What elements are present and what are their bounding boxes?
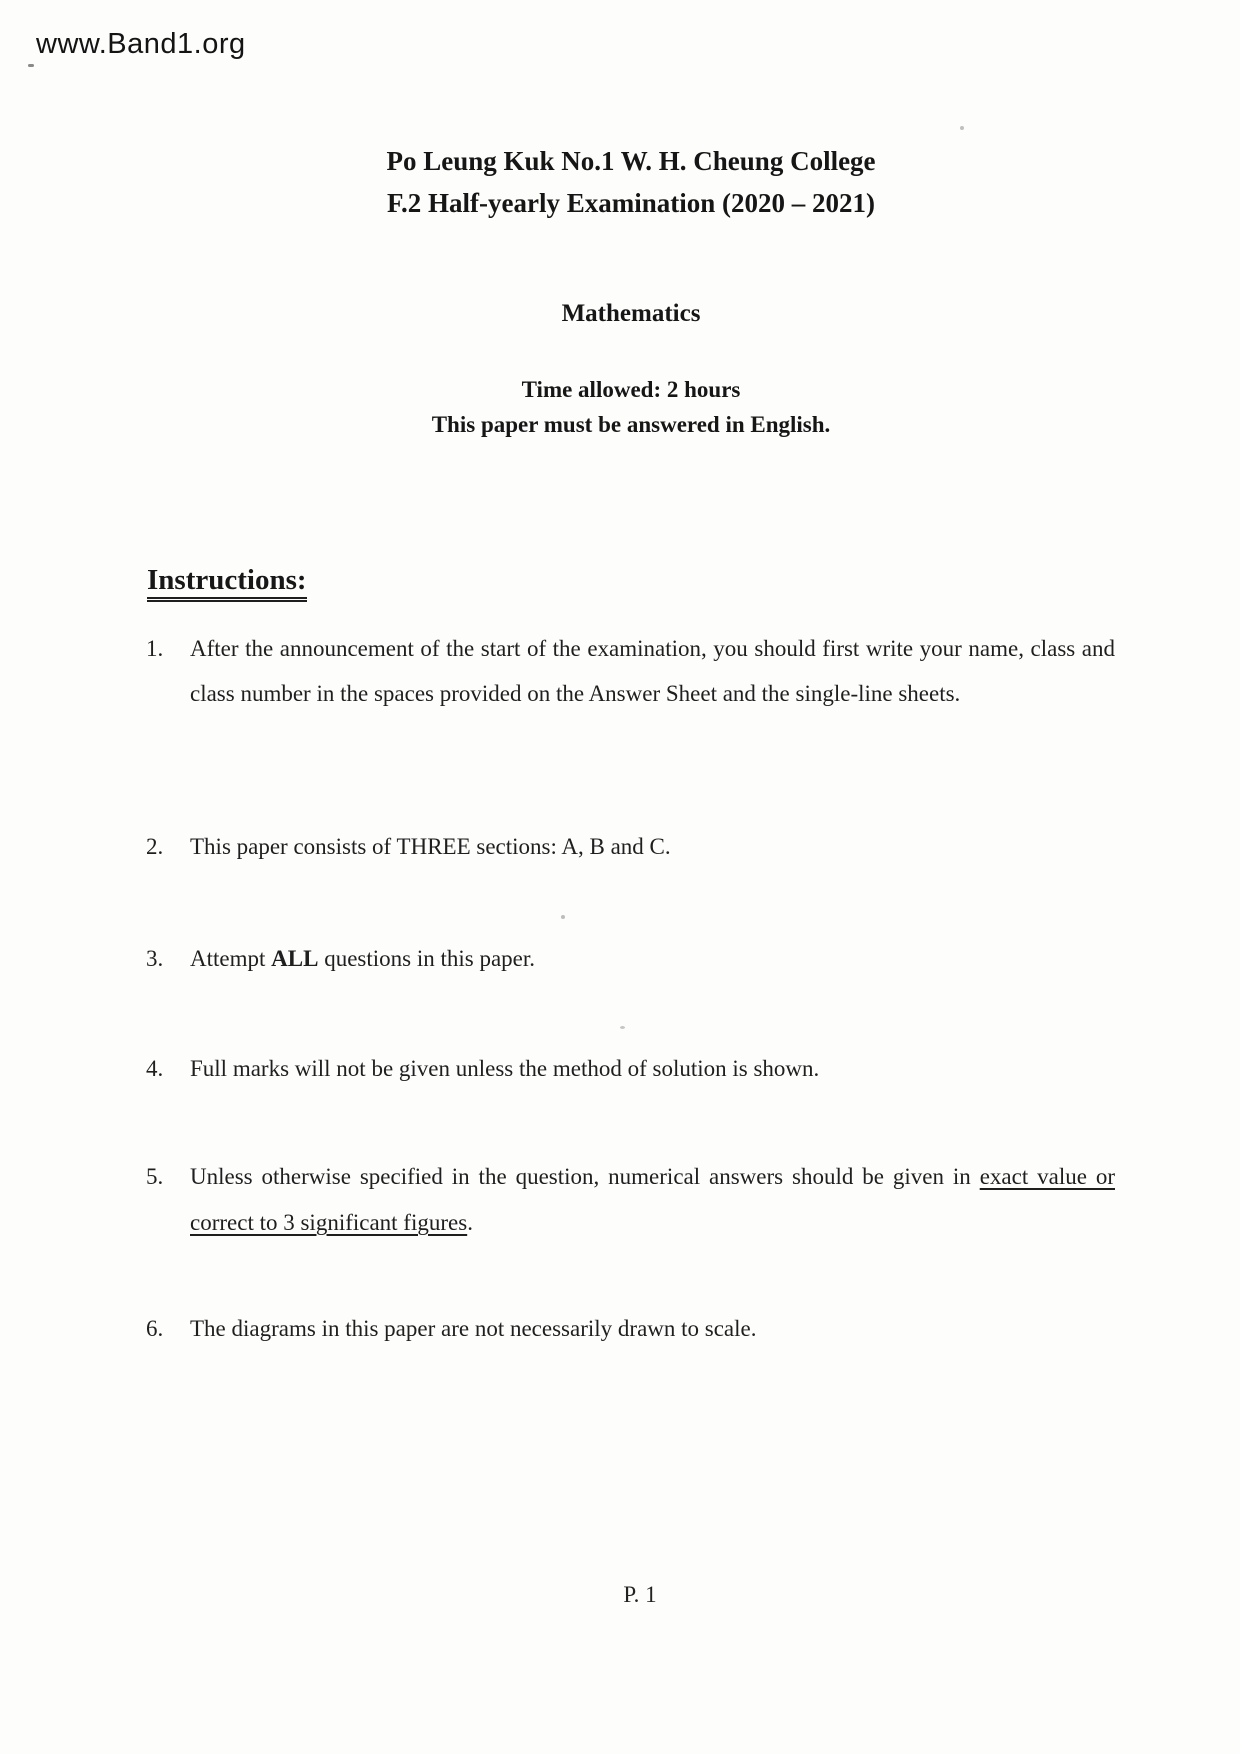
instruction-number: 1.	[146, 636, 164, 661]
instruction-text: Full marks will not be given unless the method of solution is shown.	[190, 1056, 820, 1081]
watermark-url: www.Band1.org	[36, 28, 246, 60]
page-number: P. 1	[623, 1582, 657, 1607]
instruction-text: The diagrams in this paper are not necessarily drawn to scale.	[190, 1316, 757, 1341]
instruction-number: 4.	[146, 1056, 164, 1081]
instruction-text: This paper consists of THREE sections: A, B and C.	[190, 834, 671, 859]
instruction-text: After the announcement of the start of the examination, you should first write your name, class and class number in the spaces provided on the Answer Sheet and the single-line sheets.	[190, 636, 1115, 706]
instruction-number: 6.	[146, 1316, 164, 1341]
scan-speck	[620, 1026, 625, 1029]
scan-speck	[960, 126, 964, 130]
instruction-number: 2.	[146, 834, 164, 859]
instruction-text: Attempt ALL questions in this paper.	[190, 946, 536, 971]
instruction-number: 5.	[146, 1164, 164, 1189]
scan-speck	[561, 915, 565, 919]
instructions-heading: Instructions:	[147, 564, 307, 597]
bold-segment: ALL	[271, 946, 319, 971]
instruction-text: Unless otherwise specified in the question, numerical answers should be given in exact value or correct to 3 significant figures.	[190, 1164, 1115, 1235]
scan-speck	[28, 64, 34, 67]
time-allowed-note: Time allowed: 2 hours	[521, 377, 741, 402]
instruction-number: 3.	[146, 946, 164, 971]
school-name: Po Leung Kuk No.1 W. H. Cheung College	[386, 146, 876, 176]
exam-title: F.2 Half-yearly Examination (2020 – 2021)	[387, 188, 875, 218]
underlined-segment: exact value or correct to 3 significant figures	[190, 1164, 1115, 1235]
subject-title: Mathematics	[561, 300, 701, 327]
language-note: This paper must be answered in English.	[431, 412, 831, 437]
